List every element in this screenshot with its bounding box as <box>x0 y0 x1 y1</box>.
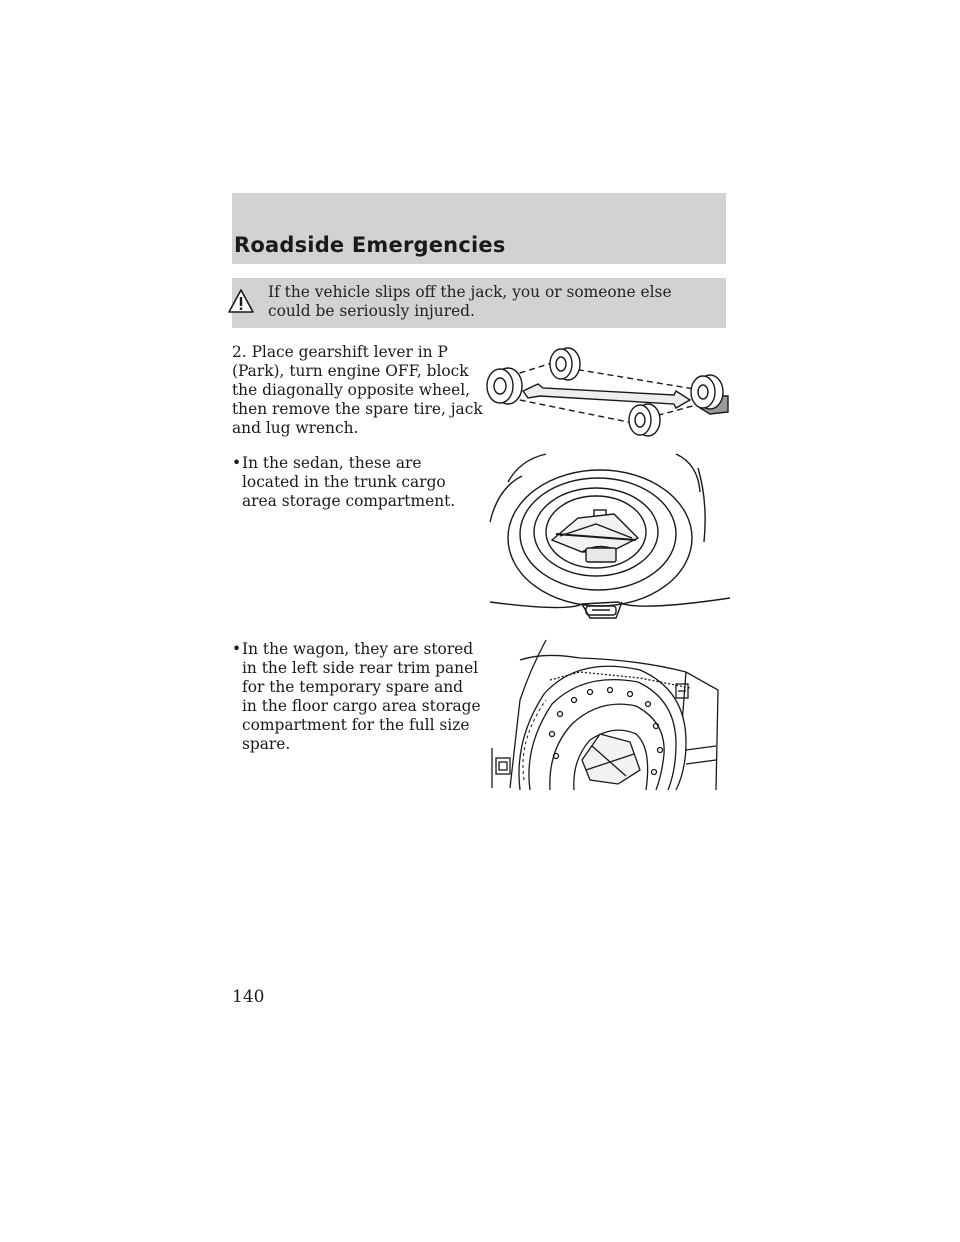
warning-text: If the vehicle slips off the jack, you or someone else could be seriously injured. <box>268 283 672 320</box>
step-2-text: 2. Place gearshift lever in P (Park), turn engine OFF, block the diagonally opposite wheel, then remove the spare tire, jack and lug wrench. <box>232 343 483 437</box>
wheel-block-diagram <box>478 338 734 446</box>
sedan-trunk-spare-illustration <box>486 452 732 620</box>
wagon-trim-panel-spare-illustration <box>490 630 732 790</box>
warning-triangle-icon <box>227 288 255 314</box>
bullet-marker: • <box>232 640 242 658</box>
page-number: 140 <box>232 987 265 1007</box>
bullet-sedan-text: In the sedan, these are located in the trunk cargo area storage compartment. <box>242 454 456 510</box>
bullet-wagon-text: In the wagon, they are stored in the left side rear trim panel for the temporary spare and in the floor cargo area storage compartment for the full size spare. <box>242 640 481 753</box>
bullet-marker: • <box>232 454 242 472</box>
section-title: Roadside Emergencies <box>234 233 506 257</box>
